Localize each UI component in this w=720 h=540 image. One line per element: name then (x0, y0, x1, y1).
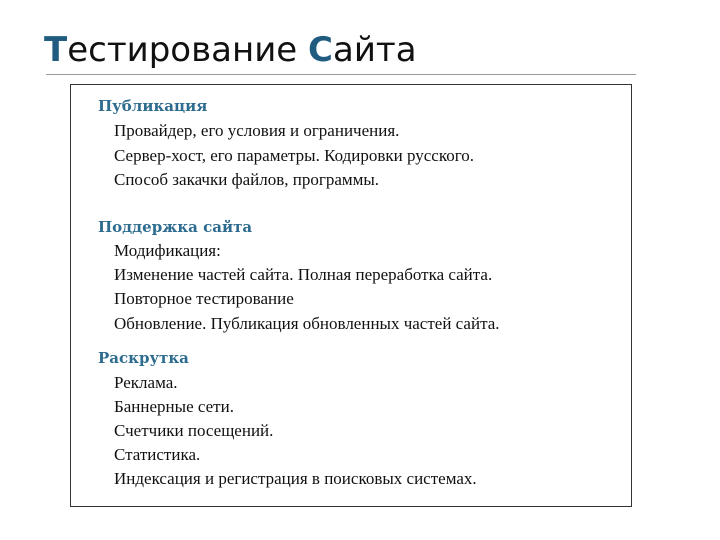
section-heading-publication: Публикация (98, 97, 208, 115)
title-text-1: естирование (67, 30, 309, 70)
title-initial-1: Т (44, 30, 68, 70)
title-divider (46, 74, 636, 75)
page-title (44, 28, 417, 72)
title-initial-2: С (308, 30, 333, 70)
list-item: Индексация и регистрация в поисковых системах. (114, 469, 477, 488)
list-item: Способ закачки файлов, программы. (114, 170, 380, 189)
title-text-2: айта (332, 30, 417, 70)
list-item: Реклама. (114, 373, 178, 392)
section-heading-support: Поддержка сайта (98, 218, 253, 236)
list-item: Счетчики посещений. (114, 421, 274, 440)
list-item: Статистика. (114, 445, 201, 464)
list-item: Сервер-хост, его параметры. Кодировки русского. (114, 146, 475, 165)
list-item: Изменение частей сайта. Полная переработка сайта. (114, 265, 493, 284)
list-item: Баннерные сети. (114, 397, 234, 416)
section-heading-promotion: Раскрутка (98, 349, 189, 367)
list-item: Повторное тестирование (114, 289, 294, 308)
list-item: Модификация: (114, 241, 221, 260)
list-item: Провайдер, его условия и ограничения. (114, 121, 400, 140)
list-item: Обновление. Публикация обновленных частей сайта. (114, 314, 500, 333)
